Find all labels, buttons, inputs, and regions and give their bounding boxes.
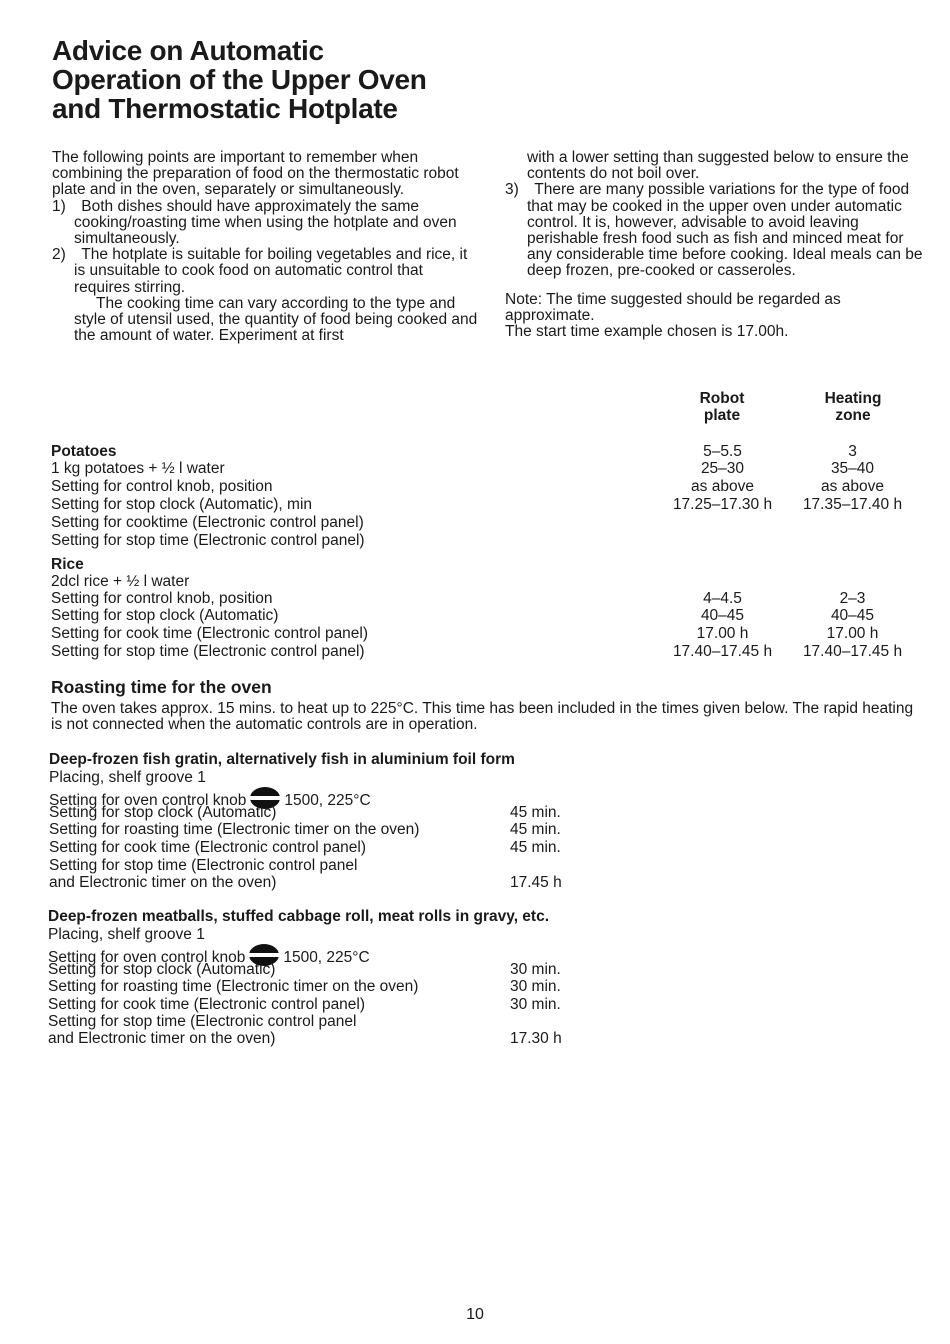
point-2: 2) The hotplate is suitable for boiling vegetables and rice, it is unsuitable to cook food on automatic control that requires stirring. <box>52 246 468 296</box>
rice-heading: Rice <box>51 556 84 573</box>
meatballs-row-label: and Electronic timer on the oven) <box>48 1030 276 1047</box>
rice-row-heating: 40–45 <box>830 607 875 624</box>
meatballs-row-label: Setting for stop time (Electronic control panel <box>48 1013 357 1030</box>
meatballs-heading: Deep-frozen meatballs, stuffed cabbage roll, meat rolls in gravy, etc. <box>48 908 550 925</box>
rice-row-heating: 17.00 h <box>826 625 879 642</box>
fish-placing: Placing, shelf groove 1 <box>49 769 206 786</box>
continued-paragraph: with a lower setting than suggested below to ensure the contents do not boil over. <box>527 149 909 183</box>
header-heating-zone: Heating zone <box>824 390 882 424</box>
rice-row-robot: 17.40–17.45 h <box>672 643 773 660</box>
rice-row-label: 2dcl rice + ½ l water <box>51 573 190 590</box>
potatoes-row-label: Setting for control knob, position <box>51 478 273 495</box>
potatoes-row-label: 1 kg potatoes + ½ l water <box>51 460 225 477</box>
meatballs-row-value: 17.30 h <box>510 1030 562 1047</box>
fish-row-label: Setting for stop clock (Automatic) <box>49 804 277 821</box>
intro-paragraph: The following points are important to remember when combining the preparation of food on the thermostatic robot plate and in the oven, separately or simultaneously. <box>52 149 459 199</box>
page-number: 10 <box>466 1306 484 1323</box>
title-line-1: Advice on Automatic <box>52 35 324 66</box>
fish-row-value: 45 min. <box>510 821 561 838</box>
fish-row-label: Setting for stop time (Electronic control panel <box>49 857 358 874</box>
fish-row-value: 17.45 h <box>510 874 562 891</box>
fish-knob-label: Setting for oven control knob <box>49 792 247 809</box>
header-robot-plate: Robot plate <box>699 390 745 424</box>
rice-row-label: Setting for cook time (Electronic control panel) <box>51 625 369 642</box>
meatballs-placing: Placing, shelf groove 1 <box>48 926 205 943</box>
point-2-continued: The cooking time can vary according to the type and style of utensil used, the quantity of food being cooked and the amount of water. Experiment at first <box>74 294 478 345</box>
meatballs-row-label: Setting for roasting time (Electronic timer on the oven) <box>48 978 419 995</box>
left-column <box>52 150 480 344</box>
title-line-2: Operation of the Upper Oven <box>52 64 427 95</box>
potatoes-row-label: Setting for cooktime (Electronic control panel) <box>51 514 364 531</box>
rice-row-label: Setting for stop clock (Automatic) <box>51 607 279 624</box>
potatoes-row-label: Setting for stop clock (Automatic), min <box>51 496 313 513</box>
fish-row-label: and Electronic timer on the oven) <box>49 874 277 891</box>
rice-row-robot: 4–4.5 <box>703 590 742 607</box>
meatballs-row-label: Setting for cook time (Electronic control panel) <box>48 996 366 1013</box>
page-title <box>52 36 427 123</box>
fish-row-value: 45 min. <box>510 804 561 821</box>
rice-row-label: Setting for control knob, position <box>51 590 273 607</box>
potatoes-row-heating: 17.35–17.40 h <box>802 496 903 513</box>
right-column <box>505 150 925 340</box>
potatoes-row-heating: as above <box>821 478 884 495</box>
potatoes-row-robot: 17.25–17.30 h <box>672 496 773 513</box>
potatoes-row-robot: 25–30 <box>700 460 745 477</box>
roasting-text: The oven takes approx. 15 mins. to heat up to 225°C. This time has been included in the times given below. The rapid heating is not connected when the automatic controls are in operation. <box>51 700 914 734</box>
fish-row-label: Setting for roasting time (Electronic timer on the oven) <box>49 821 420 838</box>
rice-row-robot: 40–45 <box>700 607 745 624</box>
potatoes-heading: Potatoes <box>51 443 117 460</box>
potatoes-row-heating: 35–40 <box>830 460 875 477</box>
point-3: 3) There are many possible variations for the type of food that may be cooked in the upper oven under automatic control. It is, however, advisable to avoid leaving perishable fresh food such as fish and minced meat for any considerable time before cooking. Ideal meals can be deep frozen, pre-cooked or casseroles. <box>505 181 923 280</box>
meatballs-row-value: 30 min. <box>510 978 561 995</box>
fish-heading: Deep-frozen fish gratin, alternatively fish in aluminium foil form <box>49 751 515 768</box>
roasting-heading: Roasting time for the oven <box>51 677 272 697</box>
rice-row-label: Setting for stop time (Electronic control panel) <box>51 643 365 660</box>
meatballs-row-label: Setting for stop clock (Automatic) <box>48 961 276 978</box>
title-line-3: and Thermostatic Hotplate <box>52 93 398 124</box>
note-line-2: The start time example chosen is 17.00h. <box>505 323 789 341</box>
rice-row-robot: 17.00 h <box>696 625 749 642</box>
fish-row-label: Setting for cook time (Electronic control panel) <box>49 839 367 856</box>
meatballs-row-value: 30 min. <box>510 961 561 978</box>
fish-row-value: 45 min. <box>510 839 561 856</box>
potatoes-row-heating: 3 <box>848 443 857 460</box>
meatballs-row-value: 30 min. <box>510 996 561 1013</box>
potatoes-row-label: Setting for stop time (Electronic control panel) <box>51 532 365 549</box>
fish-knob-value: 1500, 225°C <box>284 792 371 809</box>
rice-row-heating: 2–3 <box>839 590 866 607</box>
note-line-1: Note: The time suggested should be regarded as approximate. <box>505 290 841 324</box>
meatballs-knob-label: Setting for oven control knob <box>48 949 246 966</box>
rice-row-heating: 17.40–17.45 h <box>802 643 903 660</box>
potatoes-row-robot: as above <box>691 478 754 495</box>
point-1: 1) Both dishes should have approximately the same cooking/roasting time when using the hotplate and oven simultaneously. <box>52 197 457 248</box>
potatoes-row-robot: 5–5.5 <box>703 443 742 460</box>
meatballs-knob-value: 1500, 225°C <box>283 949 370 966</box>
